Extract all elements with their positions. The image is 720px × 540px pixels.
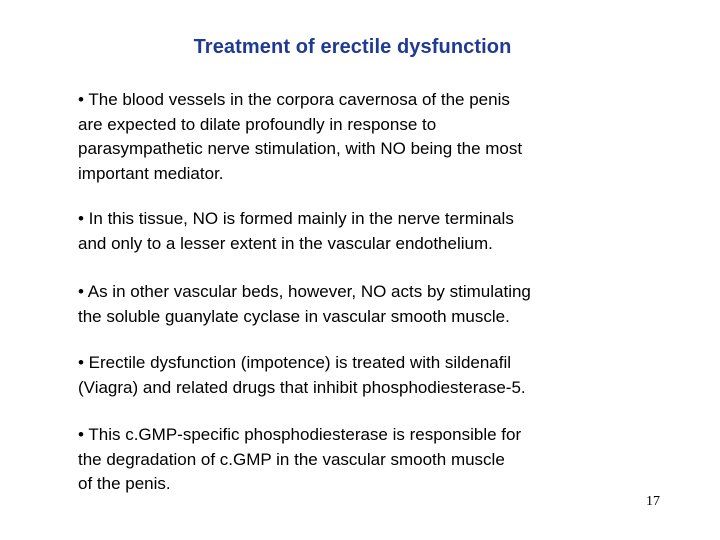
slide-title: Treatment of erectile dysfunction <box>193 36 512 58</box>
bullet-item: • This c.GMP-specific phosphodiesterase is responsible for the degradation of c.GMP in the vascular smooth muscle of the penis. <box>78 425 522 493</box>
page-number: 17 <box>646 494 660 509</box>
bullet-item: • The blood vessels in the corpora cavernosa of the penis are expected to dilate profoundly in response to parasympathetic nerve stimulation, with NO being the most important mediator. <box>78 90 523 183</box>
bullet-item: • In this tissue, NO is formed mainly in the nerve terminals and only to a lesser extent in the vascular endothelium. <box>78 209 514 253</box>
bullet-item: • As in other vascular beds, however, NO acts by stimulating the soluble guanylate cyclase in vascular smooth muscle. <box>78 282 531 326</box>
bullet-item: • Erectile dysfunction (impotence) is treated with sildenafil (Viagra) and related drugs that inhibit phosphodiesterase-5. <box>78 353 526 397</box>
